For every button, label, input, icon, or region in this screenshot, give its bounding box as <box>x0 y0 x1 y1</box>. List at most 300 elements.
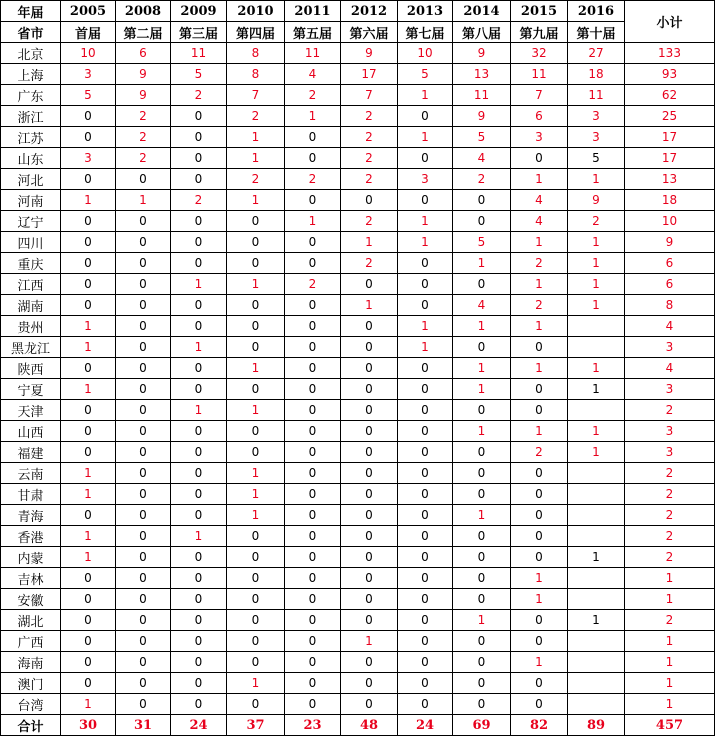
count-cell: 5 <box>453 127 511 148</box>
count-cell: 2 <box>341 127 398 148</box>
count-cell: 4 <box>453 295 511 316</box>
count-cell: 2 <box>171 85 227 106</box>
count-cell: 0 <box>171 169 227 190</box>
count-cell: 1 <box>61 190 116 211</box>
count-cell: 1 <box>227 400 285 421</box>
count-cell: 0 <box>453 631 511 652</box>
subtotal-cell: 17 <box>625 127 715 148</box>
count-cell: 0 <box>285 505 341 526</box>
count-cell: 0 <box>61 673 116 694</box>
subtotal-cell: 6 <box>625 274 715 295</box>
count-cell: 0 <box>116 673 171 694</box>
province-name: 湖南 <box>1 295 61 316</box>
subtotal-cell: 6 <box>625 253 715 274</box>
count-cell: 0 <box>116 400 171 421</box>
count-cell: 1 <box>568 169 625 190</box>
count-cell: 0 <box>227 652 285 673</box>
count-cell: 0 <box>171 652 227 673</box>
count-cell <box>568 526 625 547</box>
count-cell: 2 <box>285 274 341 295</box>
count-cell: 0 <box>227 337 285 358</box>
count-cell: 1 <box>568 253 625 274</box>
count-cell: 0 <box>453 673 511 694</box>
grand-total-cell: 457 <box>625 715 715 736</box>
count-cell: 5 <box>171 64 227 85</box>
count-cell: 0 <box>398 295 453 316</box>
count-cell: 0 <box>227 421 285 442</box>
total-cell: 30 <box>61 715 116 736</box>
count-cell: 1 <box>568 232 625 253</box>
subtotal-cell: 93 <box>625 64 715 85</box>
year-header: 2013 <box>398 1 453 22</box>
table-row <box>1 673 715 694</box>
edition-header: 第三届 <box>171 22 227 43</box>
count-cell: 0 <box>453 526 511 547</box>
count-cell: 11 <box>453 85 511 106</box>
count-cell: 0 <box>171 127 227 148</box>
count-cell: 0 <box>61 400 116 421</box>
count-cell: 0 <box>61 589 116 610</box>
count-cell: 1 <box>171 400 227 421</box>
count-cell: 0 <box>285 547 341 568</box>
province-name: 天津 <box>1 400 61 421</box>
header-year-row <box>1 1 715 22</box>
count-cell: 0 <box>227 589 285 610</box>
edition-header: 第九届 <box>511 22 568 43</box>
count-cell: 0 <box>285 568 341 589</box>
subtotal-cell: 133 <box>625 43 715 64</box>
count-cell: 2 <box>453 169 511 190</box>
count-cell: 0 <box>285 316 341 337</box>
subtotal-cell: 1 <box>625 694 715 715</box>
count-cell: 4 <box>511 211 568 232</box>
count-cell: 0 <box>171 358 227 379</box>
count-cell: 0 <box>61 211 116 232</box>
count-cell: 0 <box>453 337 511 358</box>
count-cell: 0 <box>285 484 341 505</box>
count-cell: 0 <box>116 211 171 232</box>
count-cell: 0 <box>285 295 341 316</box>
count-cell: 0 <box>227 442 285 463</box>
province-name: 香港 <box>1 526 61 547</box>
count-cell: 0 <box>341 673 398 694</box>
count-cell: 0 <box>511 505 568 526</box>
count-cell: 0 <box>511 463 568 484</box>
count-cell <box>568 652 625 673</box>
count-cell: 3 <box>568 127 625 148</box>
table-row <box>1 568 715 589</box>
count-cell: 2 <box>568 211 625 232</box>
count-cell: 5 <box>453 232 511 253</box>
count-cell: 1 <box>61 316 116 337</box>
total-cell: 37 <box>227 715 285 736</box>
year-header: 2009 <box>171 1 227 22</box>
count-cell: 0 <box>116 169 171 190</box>
count-cell: 0 <box>227 568 285 589</box>
count-cell: 0 <box>511 610 568 631</box>
count-cell: 7 <box>227 85 285 106</box>
count-cell: 2 <box>285 169 341 190</box>
count-cell: 0 <box>511 148 568 169</box>
count-cell: 3 <box>568 106 625 127</box>
count-cell: 0 <box>285 652 341 673</box>
table-row <box>1 694 715 715</box>
count-cell: 1 <box>227 484 285 505</box>
count-cell: 0 <box>285 526 341 547</box>
count-cell: 0 <box>341 358 398 379</box>
province-name: 山西 <box>1 421 61 442</box>
count-cell: 0 <box>341 484 398 505</box>
count-cell: 27 <box>568 43 625 64</box>
subtotal-cell: 3 <box>625 379 715 400</box>
count-cell: 0 <box>116 463 171 484</box>
count-cell: 0 <box>285 127 341 148</box>
count-cell: 0 <box>227 379 285 400</box>
count-cell: 1 <box>341 295 398 316</box>
count-cell: 0 <box>171 484 227 505</box>
count-cell: 0 <box>453 463 511 484</box>
count-cell: 0 <box>341 652 398 673</box>
count-cell: 0 <box>227 253 285 274</box>
count-cell: 2 <box>511 295 568 316</box>
subtotal-cell: 2 <box>625 463 715 484</box>
count-cell: 0 <box>227 316 285 337</box>
province-name: 湖北 <box>1 610 61 631</box>
table-row <box>1 400 715 421</box>
count-cell: 0 <box>227 232 285 253</box>
count-cell: 0 <box>116 316 171 337</box>
count-cell: 0 <box>116 694 171 715</box>
province-name: 浙江 <box>1 106 61 127</box>
count-cell <box>568 505 625 526</box>
count-cell <box>568 694 625 715</box>
count-cell: 0 <box>341 694 398 715</box>
count-cell: 18 <box>568 64 625 85</box>
count-cell: 0 <box>61 568 116 589</box>
edition-header: 首届 <box>61 22 116 43</box>
count-cell: 0 <box>61 127 116 148</box>
count-cell: 0 <box>453 274 511 295</box>
count-cell: 0 <box>116 484 171 505</box>
count-cell: 0 <box>398 547 453 568</box>
count-cell: 0 <box>116 547 171 568</box>
count-cell <box>568 316 625 337</box>
subtotal-cell: 9 <box>625 232 715 253</box>
count-cell: 0 <box>116 421 171 442</box>
count-cell: 0 <box>511 673 568 694</box>
count-cell: 0 <box>398 463 453 484</box>
count-cell: 0 <box>285 232 341 253</box>
count-cell: 0 <box>453 190 511 211</box>
table-row <box>1 232 715 253</box>
count-cell: 0 <box>116 358 171 379</box>
province-name: 山东 <box>1 148 61 169</box>
total-cell: 69 <box>453 715 511 736</box>
count-cell: 0 <box>341 589 398 610</box>
subtotal-cell: 3 <box>625 337 715 358</box>
count-cell <box>568 337 625 358</box>
subtotal-cell: 18 <box>625 190 715 211</box>
count-cell: 3 <box>398 169 453 190</box>
count-cell: 0 <box>61 253 116 274</box>
table-row <box>1 421 715 442</box>
count-cell: 0 <box>61 274 116 295</box>
subtotal-cell: 2 <box>625 484 715 505</box>
count-cell: 5 <box>61 85 116 106</box>
count-cell: 0 <box>398 274 453 295</box>
province-name: 河北 <box>1 169 61 190</box>
subtotal-cell: 4 <box>625 358 715 379</box>
count-cell: 0 <box>398 148 453 169</box>
table-row <box>1 295 715 316</box>
count-cell: 0 <box>171 421 227 442</box>
province-name: 贵州 <box>1 316 61 337</box>
table-row <box>1 64 715 85</box>
table-row <box>1 610 715 631</box>
count-cell: 0 <box>285 610 341 631</box>
table-row <box>1 442 715 463</box>
total-cell: 48 <box>341 715 398 736</box>
count-cell: 0 <box>453 568 511 589</box>
count-cell: 1 <box>568 295 625 316</box>
count-cell: 0 <box>453 400 511 421</box>
count-cell: 0 <box>398 673 453 694</box>
count-cell: 0 <box>227 211 285 232</box>
count-cell: 0 <box>341 421 398 442</box>
count-cell: 2 <box>116 106 171 127</box>
table-row <box>1 547 715 568</box>
count-cell: 0 <box>285 694 341 715</box>
count-cell: 0 <box>61 358 116 379</box>
count-cell: 0 <box>398 568 453 589</box>
count-cell <box>568 673 625 694</box>
count-cell: 1 <box>568 274 625 295</box>
count-cell: 0 <box>227 631 285 652</box>
province-name: 安徽 <box>1 589 61 610</box>
count-cell: 0 <box>61 631 116 652</box>
count-cell: 0 <box>398 652 453 673</box>
count-cell: 0 <box>285 337 341 358</box>
count-cell: 3 <box>61 64 116 85</box>
count-cell: 0 <box>116 379 171 400</box>
count-cell <box>568 568 625 589</box>
total-cell: 31 <box>116 715 171 736</box>
table-row <box>1 358 715 379</box>
edition-header: 第八届 <box>453 22 511 43</box>
count-cell: 0 <box>285 358 341 379</box>
year-header: 2011 <box>285 1 341 22</box>
count-cell: 5 <box>568 148 625 169</box>
count-cell: 13 <box>453 64 511 85</box>
province-name: 甘肃 <box>1 484 61 505</box>
total-cell: 24 <box>171 715 227 736</box>
count-cell: 0 <box>285 190 341 211</box>
province-name: 北京 <box>1 43 61 64</box>
count-cell: 0 <box>61 295 116 316</box>
year-header: 2015 <box>511 1 568 22</box>
count-cell: 2 <box>285 85 341 106</box>
count-cell: 0 <box>285 148 341 169</box>
year-header: 2008 <box>116 1 171 22</box>
count-cell: 1 <box>398 127 453 148</box>
table-row <box>1 211 715 232</box>
subtotal-cell: 3 <box>625 442 715 463</box>
edition-header: 第六届 <box>341 22 398 43</box>
count-cell: 0 <box>341 547 398 568</box>
count-cell: 1 <box>398 316 453 337</box>
count-cell: 2 <box>227 169 285 190</box>
count-cell: 0 <box>171 442 227 463</box>
count-cell: 0 <box>116 568 171 589</box>
table-row <box>1 379 715 400</box>
count-cell: 0 <box>341 463 398 484</box>
count-cell: 0 <box>511 547 568 568</box>
subtotal-cell: 1 <box>625 673 715 694</box>
count-cell: 0 <box>398 379 453 400</box>
province-name: 辽宁 <box>1 211 61 232</box>
count-cell: 1 <box>568 379 625 400</box>
subtotal-cell: 13 <box>625 169 715 190</box>
count-cell: 1 <box>568 610 625 631</box>
count-cell: 0 <box>171 148 227 169</box>
count-cell: 0 <box>453 211 511 232</box>
count-cell: 1 <box>227 127 285 148</box>
count-cell: 8 <box>227 64 285 85</box>
table-row <box>1 127 715 148</box>
count-cell: 0 <box>398 610 453 631</box>
total-cell: 82 <box>511 715 568 736</box>
count-cell: 1 <box>511 274 568 295</box>
count-cell: 1 <box>116 190 171 211</box>
year-header: 2014 <box>453 1 511 22</box>
count-cell: 1 <box>511 421 568 442</box>
table-row <box>1 505 715 526</box>
count-cell: 1 <box>227 274 285 295</box>
count-cell: 1 <box>511 589 568 610</box>
count-cell: 9 <box>116 85 171 106</box>
count-cell: 0 <box>398 106 453 127</box>
count-cell: 0 <box>61 421 116 442</box>
province-name: 四川 <box>1 232 61 253</box>
count-cell: 0 <box>341 190 398 211</box>
table-row <box>1 484 715 505</box>
province-name: 陕西 <box>1 358 61 379</box>
count-cell: 0 <box>511 400 568 421</box>
count-cell: 0 <box>511 337 568 358</box>
count-cell: 0 <box>171 106 227 127</box>
count-cell: 1 <box>453 505 511 526</box>
province-name: 澳门 <box>1 673 61 694</box>
count-cell: 1 <box>511 358 568 379</box>
count-cell: 2 <box>341 148 398 169</box>
count-cell: 0 <box>171 463 227 484</box>
count-cell: 0 <box>398 526 453 547</box>
count-cell: 0 <box>341 505 398 526</box>
count-cell: 0 <box>398 589 453 610</box>
count-cell <box>568 484 625 505</box>
count-cell: 2 <box>171 190 227 211</box>
table-row <box>1 631 715 652</box>
count-cell: 0 <box>453 484 511 505</box>
count-cell: 0 <box>116 631 171 652</box>
subtotal-cell: 3 <box>625 421 715 442</box>
count-cell: 3 <box>511 127 568 148</box>
count-cell: 0 <box>116 652 171 673</box>
count-cell: 0 <box>227 526 285 547</box>
count-cell: 1 <box>285 106 341 127</box>
count-cell: 0 <box>285 673 341 694</box>
count-cell: 0 <box>285 631 341 652</box>
count-cell: 1 <box>453 379 511 400</box>
count-cell: 0 <box>116 505 171 526</box>
count-cell: 0 <box>453 442 511 463</box>
count-cell: 0 <box>171 631 227 652</box>
count-cell: 0 <box>171 379 227 400</box>
subtotal-cell: 2 <box>625 610 715 631</box>
total-cell: 24 <box>398 715 453 736</box>
subtotal-cell: 62 <box>625 85 715 106</box>
table-row <box>1 274 715 295</box>
count-cell: 2 <box>511 253 568 274</box>
table-row <box>1 526 715 547</box>
count-cell: 0 <box>61 505 116 526</box>
count-cell: 0 <box>61 232 116 253</box>
count-cell: 7 <box>341 85 398 106</box>
count-cell: 0 <box>341 379 398 400</box>
count-cell <box>568 463 625 484</box>
count-cell: 0 <box>171 568 227 589</box>
count-cell: 0 <box>116 442 171 463</box>
count-cell: 0 <box>61 610 116 631</box>
count-cell: 0 <box>398 442 453 463</box>
count-cell: 1 <box>453 358 511 379</box>
count-cell: 0 <box>285 442 341 463</box>
count-cell: 0 <box>171 295 227 316</box>
count-cell: 1 <box>61 694 116 715</box>
table-row <box>1 106 715 127</box>
count-cell: 2 <box>511 442 568 463</box>
count-cell: 0 <box>398 694 453 715</box>
subtotal-cell: 1 <box>625 589 715 610</box>
count-cell: 0 <box>398 190 453 211</box>
count-cell: 0 <box>227 694 285 715</box>
count-cell: 1 <box>453 421 511 442</box>
count-cell: 0 <box>341 400 398 421</box>
count-cell: 1 <box>227 673 285 694</box>
count-cell: 0 <box>116 589 171 610</box>
count-cell: 0 <box>116 295 171 316</box>
count-cell: 0 <box>398 505 453 526</box>
count-cell <box>568 589 625 610</box>
province-name: 上海 <box>1 64 61 85</box>
count-cell: 9 <box>568 190 625 211</box>
table-row <box>1 316 715 337</box>
count-cell: 0 <box>285 463 341 484</box>
count-cell: 0 <box>453 652 511 673</box>
count-cell: 0 <box>61 106 116 127</box>
year-header: 2016 <box>568 1 625 22</box>
subtotal-cell: 1 <box>625 652 715 673</box>
count-cell: 4 <box>453 148 511 169</box>
count-cell: 0 <box>285 379 341 400</box>
count-cell: 1 <box>398 232 453 253</box>
year-header: 2012 <box>341 1 398 22</box>
corner-year-label: 年届 <box>1 1 61 22</box>
count-cell: 0 <box>341 274 398 295</box>
count-cell: 0 <box>227 610 285 631</box>
total-cell: 23 <box>285 715 341 736</box>
table-row <box>1 589 715 610</box>
